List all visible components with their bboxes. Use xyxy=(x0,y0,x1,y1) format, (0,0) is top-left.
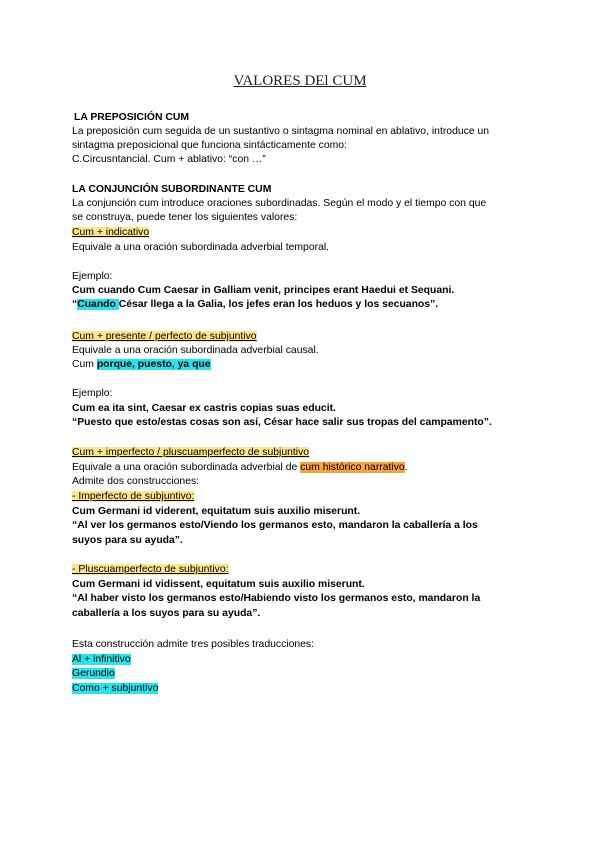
description-line: Equivale a una oración subordinada adverbial de cum histórico narrativo. xyxy=(72,462,408,473)
description-line: Equivale a una oración subordinada adverbial temporal. xyxy=(72,242,330,253)
translation-example: “Al ver los germanos esto/Viendo los germanos esto, mandaron la caballería a los xyxy=(72,520,478,531)
label-imperfecto-subjuntivo: - Imperfecto de subjuntivo: xyxy=(72,491,195,502)
translation-example: “Puesto que esto/estas cosas son así, César hace salir sus tropas del campamento”. xyxy=(72,417,492,428)
translation-option: Como + subjuntivo xyxy=(72,683,159,694)
description-line: Admite dos construcciones: xyxy=(72,476,200,487)
translations-intro: Esta construcción admite tres posibles traducciones: xyxy=(72,639,314,650)
example-label: Ejemplo: xyxy=(72,271,113,282)
label-cum-indicativo: Cum + indicativo xyxy=(72,227,150,238)
translation-example: “Al haber visto los germanos esto/Habiendo visto los germanos esto, mandaron la xyxy=(72,593,481,604)
latin-example: Cum Germani id vidissent, equitatum suis auxilio miserunt. xyxy=(72,579,365,590)
label-cum-imperfecto: Cum + imperfecto / pluscuamperfecto de subjuntivo xyxy=(72,447,310,458)
highlight-cuando: Cuando xyxy=(77,299,119,310)
paragraph-line: La conjunción cum introduce oraciones subordinadas. Según el modo y el tiempo con que xyxy=(72,198,487,209)
section-heading-preposicion: LA PREPOSICIÓN CUM xyxy=(74,112,190,123)
highlight-cum-historico: cum histórico narrativo xyxy=(300,462,405,473)
paragraph-line: La preposición cum seguida de un sustantivo o sintagma nominal en ablativo, introduce un xyxy=(72,126,490,137)
translation-example: suyos para su ayuda”. xyxy=(72,535,183,546)
translation-option: Al + infinitivo xyxy=(72,654,131,665)
page-title: VALORES DEl CUM xyxy=(233,73,367,89)
paragraph-line: se construya, puede tener los siguientes valores: xyxy=(72,212,298,223)
translation-example: “Cuando César llega a la Galia, los jefes eran los heduos y los secuanos”. xyxy=(72,299,439,310)
latin-example: Cum Germani id viderent, equitatum suis auxilio miserunt. xyxy=(72,506,361,517)
latin-example: Cum cuando Cum Caesar in Galliam venit, principes erant Haedui et Sequani. xyxy=(72,285,455,296)
paragraph-line: C.Circusntancial. Cum + ablativo: “con …” xyxy=(72,154,266,165)
label-cum-presente: Cum + presente / perfecto de subjuntivo xyxy=(72,331,257,342)
latin-example: Cum ea ita sint, Caesar ex castris copias suas educit. xyxy=(72,403,336,414)
translation-example: caballería a los suyos para su ayuda”. xyxy=(72,608,261,619)
translation-option: Gerundio xyxy=(72,668,115,679)
cum-meaning-line: Cum porque, puesto, ya que xyxy=(72,359,211,370)
label-pluscuamperfecto-subjuntivo: - Pluscuamperfecto de subjuntivo: xyxy=(72,564,229,575)
description-line: Equivale a una oración subordinada adverbial causal. xyxy=(72,345,319,356)
section-heading-conjuncion: LA CONJUNCIÓN SUBORDINANTE CUM xyxy=(72,184,272,195)
highlight-porque: porque, puesto, ya que xyxy=(96,359,211,370)
paragraph-line: sintagma preposicional que funciona sintácticamente como: xyxy=(72,140,347,151)
example-label: Ejemplo: xyxy=(72,388,113,399)
